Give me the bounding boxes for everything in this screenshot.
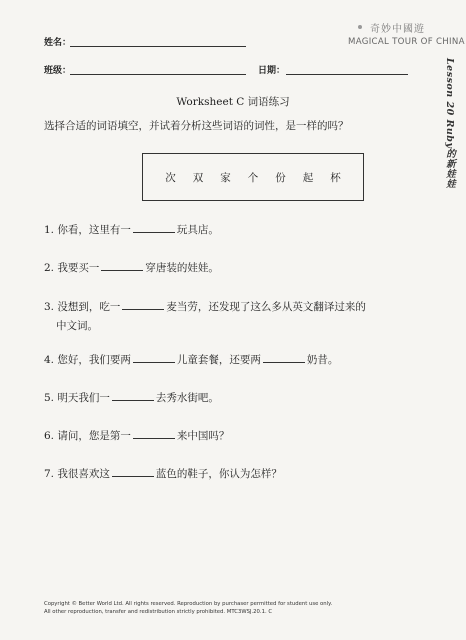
- answer-blank[interactable]: [101, 260, 143, 271]
- copyright-footer: [44, 601, 332, 616]
- question-text: 玩具店。: [176, 224, 219, 236]
- question-text: 1. 你看，这里有一: [44, 224, 131, 236]
- answer-blank[interactable]: [112, 466, 154, 477]
- question-text: 穿唐装的娃娃。: [145, 262, 219, 274]
- brand-logo: [348, 20, 465, 54]
- class-input-line[interactable]: [70, 74, 246, 75]
- logo-chinese: 奇妙中國遊: [370, 24, 425, 35]
- question-text: 儿童套餐，还要两: [176, 354, 261, 366]
- name-label: 姓名：: [44, 38, 72, 48]
- question-2: [44, 260, 219, 276]
- question-text: 3. 没想到，吃一: [44, 301, 121, 313]
- question-7: [44, 466, 282, 482]
- question-text: 6. 请问，您是第一: [44, 430, 131, 442]
- question-text: 4. 您好，我们要两: [44, 354, 131, 366]
- question-1: [44, 222, 219, 238]
- name-input-line[interactable]: [70, 46, 246, 47]
- answer-blank[interactable]: [263, 352, 305, 363]
- question-text: 5. 明天我们一: [44, 392, 110, 404]
- class-field: [44, 63, 71, 76]
- question-6: [44, 428, 229, 444]
- date-field: [258, 63, 285, 76]
- question-3: [44, 299, 366, 315]
- answer-blank[interactable]: [133, 352, 175, 363]
- date-label: 日期：: [258, 66, 286, 76]
- question-4: [44, 352, 338, 368]
- word-bank-item: 双: [192, 171, 204, 184]
- question-text: 7. 我很喜欢这: [44, 468, 110, 480]
- date-input-line[interactable]: [286, 74, 408, 75]
- question-3-continuation: 中文词。: [56, 320, 98, 332]
- answer-blank[interactable]: [133, 222, 175, 233]
- answer-blank[interactable]: [133, 428, 175, 439]
- logo-mark-icon: [358, 25, 362, 29]
- copyright-line: All other reproduction, transfer and redistribution strictly prohibited. MTC3WSJ.20.1. C: [44, 608, 273, 615]
- answer-blank[interactable]: [112, 390, 154, 401]
- word-bank-item: 家: [220, 171, 231, 184]
- lesson-side-tab: Lesson 20 Ruby的新娃娃: [444, 58, 455, 189]
- question-text: 麦当劳，还发现了这么多从英文翻译过来的: [166, 301, 366, 313]
- name-field: [44, 35, 71, 48]
- worksheet-title: Worksheet C 词语练习: [176, 96, 290, 108]
- question-5: [44, 390, 219, 406]
- word-bank-item: 个: [247, 171, 259, 184]
- word-bank-item: 杯: [330, 171, 341, 184]
- instructions: 选择合适的词语填空，并试着分析这些词语的词性，是一样的吗？: [44, 120, 349, 132]
- question-text: 蓝色的鞋子，你认为怎样？: [155, 468, 282, 480]
- logo-english: MAGICAL TOUR OF CHINA: [348, 37, 465, 47]
- question-text: 去秀水街吧。: [155, 392, 219, 404]
- question-text: 来中国吗？: [176, 430, 230, 442]
- word-bank-item: 次: [165, 171, 176, 184]
- question-text: 奶昔。: [306, 354, 339, 366]
- word-bank: [142, 153, 364, 201]
- word-bank-item: 起: [302, 171, 314, 184]
- word-bank-item: 份: [275, 171, 286, 184]
- question-text: 2. 我要买一: [44, 262, 100, 274]
- class-label: 班级：: [44, 66, 72, 76]
- copyright-line: Copyright © Better World Ltd. All rights reserved. Reproduction by purchaser permitted for student use only.: [44, 601, 333, 607]
- answer-blank[interactable]: [122, 299, 164, 310]
